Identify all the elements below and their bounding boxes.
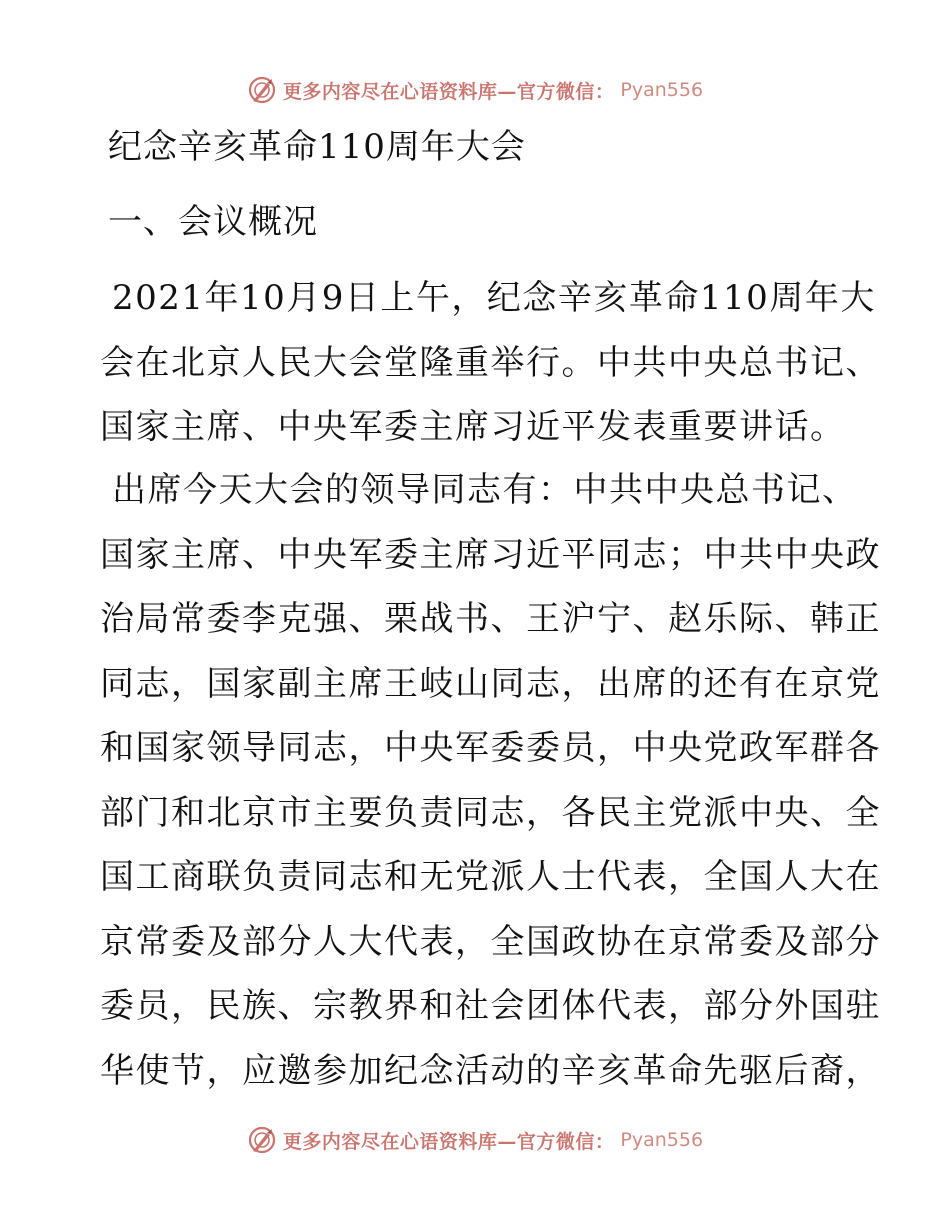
paragraph-line: 华使节，应邀参加纪念活动的辛亥革命先驱后裔， bbox=[100, 1050, 881, 1091]
quill-logo-icon bbox=[247, 75, 277, 105]
quill-logo-icon bbox=[247, 1125, 277, 1155]
paragraph-attendees bbox=[100, 458, 881, 1103]
watermark-brand: Pyan556 bbox=[620, 79, 704, 101]
paragraph-line: 会在北京人民大会堂隆重举行。中共中央总书记、 bbox=[100, 342, 881, 383]
paragraph-line: 和国家领导同志，中央军委委员，中央党政军群各 bbox=[100, 728, 881, 768]
paragraph-line: 国家主席、中央军委主席习近平发表重要讲话。 bbox=[100, 407, 846, 447]
paragraph-line: 同志，国家副主席王岐山同志，出席的还有在京党 bbox=[100, 663, 881, 704]
paragraph-line: 出席今天大会的领导同志有：中共中央总书记、 bbox=[112, 470, 858, 510]
paragraph-overview bbox=[100, 266, 881, 460]
paragraph-line: 国工商联负责同志和无党派人士代表，全国人大在 bbox=[100, 857, 881, 897]
paragraph-line: 国家主席、中央军委主席习近平同志；中共中央政 bbox=[100, 534, 881, 575]
paragraph-line: 2021年10月9日上午，纪念辛亥革命110周年大 bbox=[112, 278, 876, 318]
section-heading: 一、会议概况 bbox=[108, 202, 318, 242]
footer-watermark bbox=[0, 1120, 950, 1160]
watermark-text: 更多内容尽在心语资料库—官方微信： bbox=[282, 80, 615, 103]
paragraph-line: 治局常委李克强、栗战书、王沪宁、赵乐际、韩正 bbox=[100, 599, 881, 639]
header-watermark bbox=[0, 70, 950, 110]
paragraph-line: 京常委及部分人大代表，全国政协在京常委及部分 bbox=[100, 921, 881, 962]
paragraph-line: 部门和北京市主要负责同志，各民主党派中央、全 bbox=[100, 792, 881, 833]
paragraph-line: 委员，民族、宗教界和社会团体代表，部分外国驻 bbox=[100, 986, 881, 1026]
document-title: 纪念辛亥革命110周年大会 bbox=[108, 127, 526, 167]
watermark-text: 更多内容尽在心语资料库—官方微信： bbox=[282, 1130, 615, 1153]
watermark-brand: Pyan556 bbox=[620, 1129, 704, 1151]
